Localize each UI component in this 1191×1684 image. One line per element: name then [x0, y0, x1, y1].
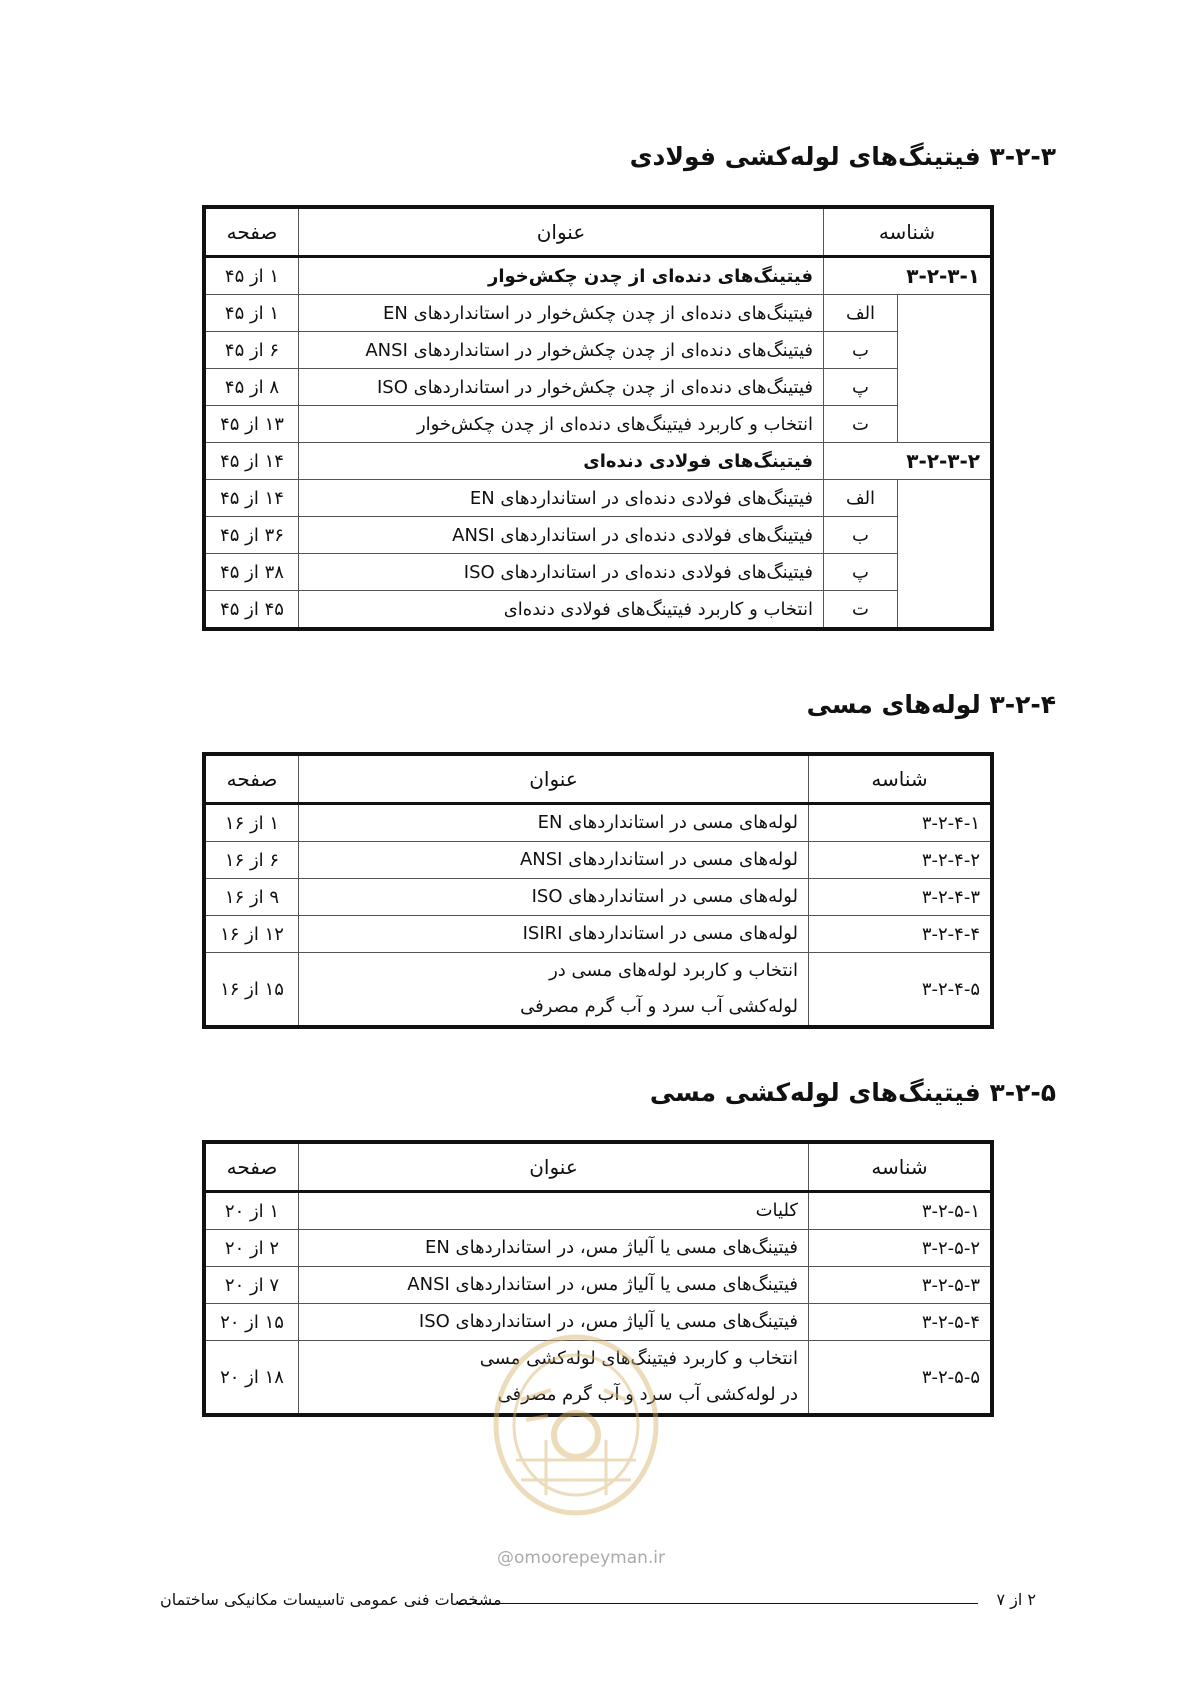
- table-row: [204, 591, 992, 630]
- row-title: انتخاب و کاربرد فیتینگ‌های فولادی دنده‌ای: [299, 591, 824, 630]
- row-title-line: فیتینگ‌های مسی یا آلیاژ مس، در استانداردهای EN: [424, 1237, 798, 1258]
- row-title: [299, 916, 809, 953]
- footer-document-title: مشخصات فنی عمومی تاسیسات مکانیکی ساختمان: [160, 1590, 502, 1609]
- row-title: فیتینگ‌های دنده‌ای از چدن چکش‌خوار در استانداردهای ANSI: [299, 332, 824, 369]
- row-page: ۱۲ از ۱۶: [204, 916, 299, 953]
- row-code: ۳-۲-۳-۱: [824, 257, 993, 295]
- row-code: ۳-۲-۵-۵: [809, 1341, 993, 1416]
- row-page: ۳۸ از ۴۵: [204, 554, 299, 591]
- row-letter: ب: [824, 517, 898, 554]
- row-page: ۱۸ از ۲۰: [204, 1341, 299, 1416]
- row-title-line: فیتینگ‌های مسی یا آلیاژ مس، در استانداردهای ISO: [418, 1311, 798, 1332]
- header-page: صفحه: [204, 754, 299, 804]
- row-title: [299, 842, 809, 879]
- toc-table-steel-fittings: [202, 205, 994, 631]
- row-page: ۱ از ۴۵: [204, 257, 299, 295]
- table-row: [204, 480, 992, 517]
- row-page: ۷ از ۲۰: [204, 1267, 299, 1304]
- row-code: ۳-۲-۴-۵: [809, 953, 993, 1028]
- row-title: فیتینگ‌های فولادی دنده‌ای در استانداردهای ANSI: [299, 517, 824, 554]
- row-title: [299, 1267, 809, 1304]
- row-title: [299, 879, 809, 916]
- row-title-line: در لوله‌کشی آب سرد و آب گرم مصرفی: [497, 1384, 798, 1405]
- row-code: ۳-۲-۴-۱: [809, 804, 993, 842]
- row-page: ۹ از ۱۶: [204, 879, 299, 916]
- row-title-line: لوله‌های مسی در استانداردهای ISIRI: [522, 923, 798, 944]
- row-title: فیتینگ‌های فولادی دنده‌ای در استانداردهای ISO: [299, 554, 824, 591]
- header-page: صفحه: [204, 207, 299, 257]
- row-page: ۶ از ۱۶: [204, 842, 299, 879]
- section-title-steel-fittings: ۳-۲-۳ فیتینگ‌های لوله‌کشی فولادی: [629, 142, 1056, 171]
- row-code: ۳-۲-۴-۲: [809, 842, 993, 879]
- row-title: [299, 1192, 809, 1230]
- row-letter: الف: [824, 480, 898, 517]
- header-code: شناسه: [809, 754, 993, 804]
- row-letter: پ: [824, 369, 898, 406]
- row-code: ۳-۲-۵-۱: [809, 1192, 993, 1230]
- header-code: شناسه: [824, 207, 993, 257]
- row-page: ۱ از ۱۶: [204, 804, 299, 842]
- footer-divider: [458, 1603, 978, 1604]
- section-title-copper-pipes: ۳-۲-۴ لوله‌های مسی: [806, 690, 1056, 719]
- row-letter: پ: [824, 554, 898, 591]
- row-title-line: لوله‌کشی آب سرد و آب گرم مصرفی: [520, 996, 798, 1017]
- header-code: شناسه: [809, 1142, 993, 1192]
- row-page: ۱ از ۲۰: [204, 1192, 299, 1230]
- table-row: [204, 295, 992, 332]
- table-row: [204, 369, 992, 406]
- row-title: فیتینگ‌های دنده‌ای از چدن چکش‌خوار در استانداردهای EN: [299, 295, 824, 332]
- table-row: [204, 554, 992, 591]
- table-row: [204, 406, 992, 443]
- row-title: فیتینگ‌های فولادی دنده‌ای: [299, 443, 824, 480]
- row-page: ۱۴ از ۴۵: [204, 480, 299, 517]
- row-page: ۱۳ از ۴۵: [204, 406, 299, 443]
- header-page: صفحه: [204, 1142, 299, 1192]
- table-header-row: [204, 207, 992, 257]
- row-title-line: لوله‌های مسی در استانداردهای ISO: [531, 886, 798, 907]
- row-title: فیتینگ‌های فولادی دنده‌ای در استانداردهای EN: [299, 480, 824, 517]
- row-page: ۸ از ۴۵: [204, 369, 299, 406]
- row-letter: ت: [824, 591, 898, 630]
- row-letter: الف: [824, 295, 898, 332]
- row-title-line: لوله‌های مسی در استانداردهای EN: [537, 812, 798, 833]
- table-row: [204, 1267, 992, 1304]
- table-row: [204, 443, 992, 480]
- footer-page-number: ۲ از ۷: [996, 1590, 1036, 1609]
- table-row: [204, 257, 992, 295]
- row-letter: ت: [824, 406, 898, 443]
- table-row: [204, 1192, 992, 1230]
- row-title: فیتینگ‌های دنده‌ای از چدن چکش‌خوار: [299, 257, 824, 295]
- row-title: [299, 1230, 809, 1267]
- row-code: ۳-۲-۵-۴: [809, 1304, 993, 1341]
- row-page: ۱ از ۴۵: [204, 295, 299, 332]
- table-row: [204, 332, 992, 369]
- row-page: ۴۵ از ۴۵: [204, 591, 299, 630]
- row-code: ۳-۲-۴-۴: [809, 916, 993, 953]
- row-page: ۱۵ از ۱۶: [204, 953, 299, 1028]
- watermark-seal-icon: [486, 1330, 666, 1530]
- row-title: [299, 953, 809, 1028]
- row-page: ۲ از ۲۰: [204, 1230, 299, 1267]
- table-row: [204, 1230, 992, 1267]
- row-title-line: لوله‌های مسی در استانداردهای ANSI: [519, 849, 798, 870]
- row-code: ۳-۲-۵-۲: [809, 1230, 993, 1267]
- table-row: [204, 916, 992, 953]
- blank-cell: [898, 295, 993, 443]
- row-title: [299, 804, 809, 842]
- page-footer: [0, 1590, 1191, 1614]
- row-title: انتخاب و کاربرد فیتینگ‌های دنده‌ای از چدن چکش‌خوار: [299, 406, 824, 443]
- row-page: ۳۶ از ۴۵: [204, 517, 299, 554]
- row-code: ۳-۲-۳-۲: [824, 443, 993, 480]
- row-letter: ب: [824, 332, 898, 369]
- row-title-line: انتخاب و کاربرد فیتینگ‌های لوله‌کشی مسی: [479, 1348, 798, 1369]
- table-header-row: [204, 754, 992, 804]
- table-row: [204, 804, 992, 842]
- table-row: [204, 842, 992, 879]
- row-title-line: فیتینگ‌های مسی یا آلیاژ مس، در استانداردهای ANSI: [407, 1274, 798, 1295]
- table-row: [204, 517, 992, 554]
- table-row: [204, 953, 992, 1028]
- row-title: فیتینگ‌های دنده‌ای از چدن چکش‌خوار در استانداردهای ISO: [299, 369, 824, 406]
- row-title-line: کلیات: [755, 1200, 798, 1221]
- header-title: عنوان: [299, 1142, 809, 1192]
- row-page: ۱۵ از ۲۰: [204, 1304, 299, 1341]
- header-title: عنوان: [299, 754, 809, 804]
- blank-cell: [898, 480, 993, 630]
- toc-table-copper-pipes: [202, 752, 994, 1029]
- header-title: عنوان: [299, 207, 824, 257]
- section-title-copper-fittings: ۳-۲-۵ فیتینگ‌های لوله‌کشی مسی: [649, 1078, 1056, 1107]
- row-code: ۳-۲-۴-۳: [809, 879, 993, 916]
- watermark-text: @omoorepeyman.ir: [497, 1548, 666, 1568]
- row-code: ۳-۲-۵-۳: [809, 1267, 993, 1304]
- table-row: [204, 879, 992, 916]
- table-header-row: [204, 1142, 992, 1192]
- row-page: ۶ از ۴۵: [204, 332, 299, 369]
- row-title-line: انتخاب و کاربرد لوله‌های مسی در: [549, 960, 798, 981]
- row-page: ۱۴ از ۴۵: [204, 443, 299, 480]
